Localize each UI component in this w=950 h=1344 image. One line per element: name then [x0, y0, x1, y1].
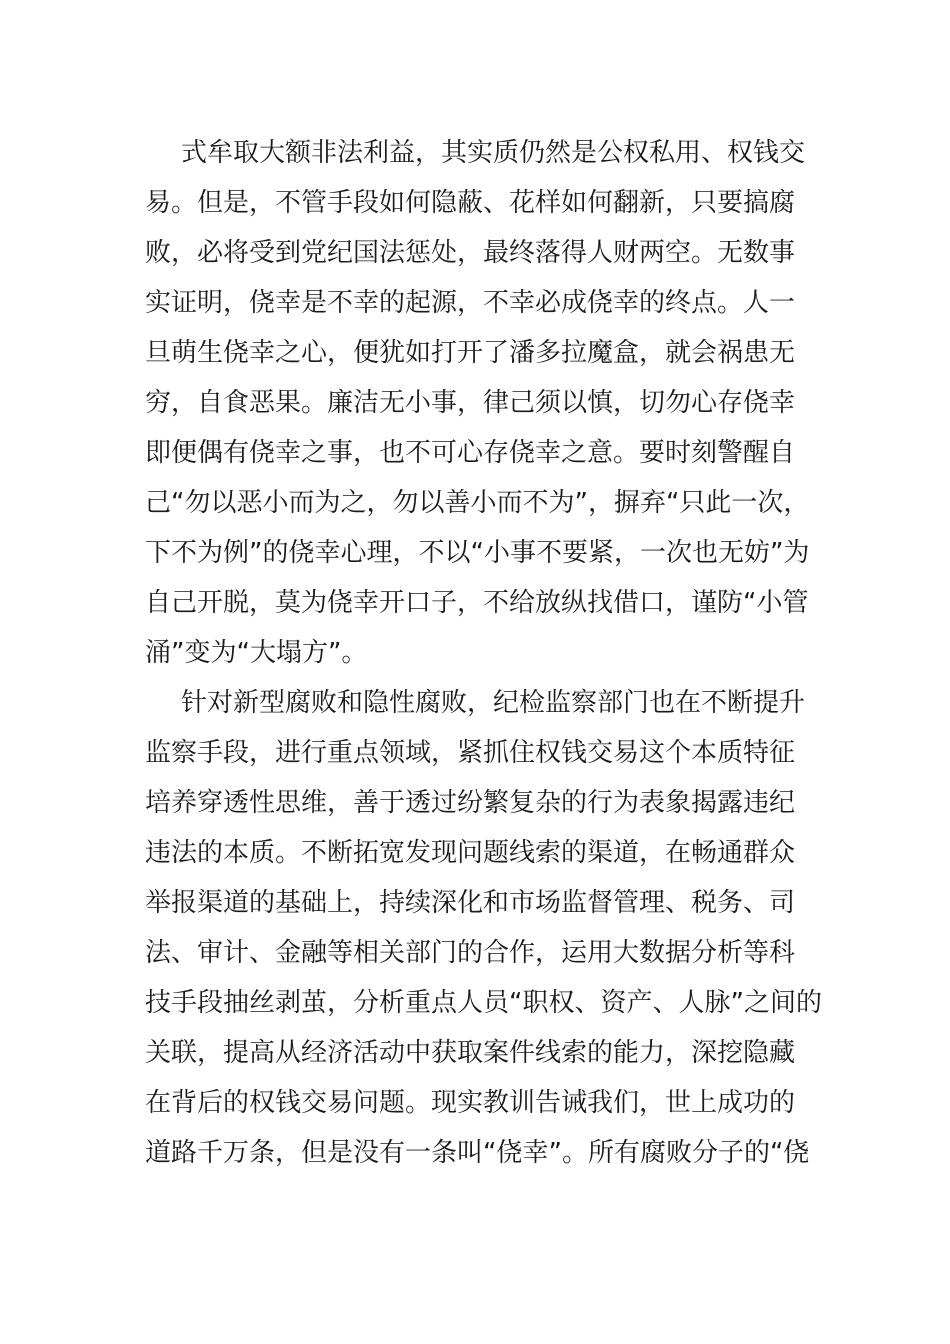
text-line: 技手段抽丝剥茧，分析重点人员“职权、资产、人脉”之间的 [145, 988, 822, 1018]
text-line: 旦萌生侥幸之心，便犹如打开了潘多拉魔盒，就会祸患无 [145, 338, 796, 368]
text-line: 涌”变为“大塌方”。 [145, 638, 368, 668]
text-line: 针对新型腐败和隐性腐败，纪检监察部门也在不断提升 [181, 688, 806, 718]
text-line: 举报渠道的基础上，持续深化和市场监督管理、税务、司 [145, 888, 796, 918]
text-line: 下不为例”的侥幸心理，不以“小事不要紧，一次也无妨”为 [145, 538, 810, 568]
paragraph-1 [145, 128, 810, 678]
text-line: 易。但是，不管手段如何隐蔽、花样如何翻新，只要搞腐 [145, 188, 796, 218]
text-line: 关联，提高从经济活动中获取案件线索的能力，深挖隐藏 [145, 1038, 796, 1068]
text-line: 式牟取大额非法利益，其实质仍然是公权私用、权钱交 [181, 138, 806, 168]
text-line: 在背后的权钱交易问题。现实教训告诫我们，世上成功的 [145, 1088, 796, 1118]
text-line: 实证明，侥幸是不幸的起源，不幸必成侥幸的终点。人一 [145, 288, 796, 318]
text-line: 自己开脱，莫为侥幸开口子，不给放纵找借口，谨防“小管 [145, 588, 809, 618]
document-body [145, 128, 822, 1178]
text-line: 败，必将受到党纪国法惩处，最终落得人财两空。无数事 [145, 238, 796, 268]
text-line: 违法的本质。不断拓宽发现问题线索的渠道，在畅通群众 [145, 838, 796, 868]
text-line: 道路千万条，但是没有一条叫“侥幸”。所有腐败分子的“侥 [145, 1138, 810, 1168]
text-line: 监察手段，进行重点领域，紧抓住权钱交易这个本质特征 [145, 738, 796, 768]
text-line: 己“勿以恶小而为之，勿以善小而不为”，摒弃“只此一次， [145, 488, 810, 518]
text-line: 穷，自食恶果。廉洁无小事，律己须以慎，切勿心存侥幸 [145, 388, 796, 418]
paragraph-2 [145, 678, 822, 1178]
text-line: 法、审计、金融等相关部门的合作，运用大数据分析等科 [145, 938, 796, 968]
text-line: 培养穿透性思维，善于透过纷繁复杂的行为表象揭露违纪 [145, 788, 796, 818]
text-line: 即便偶有侥幸之事，也不可心存侥幸之意。要时刻警醒自 [145, 438, 796, 468]
